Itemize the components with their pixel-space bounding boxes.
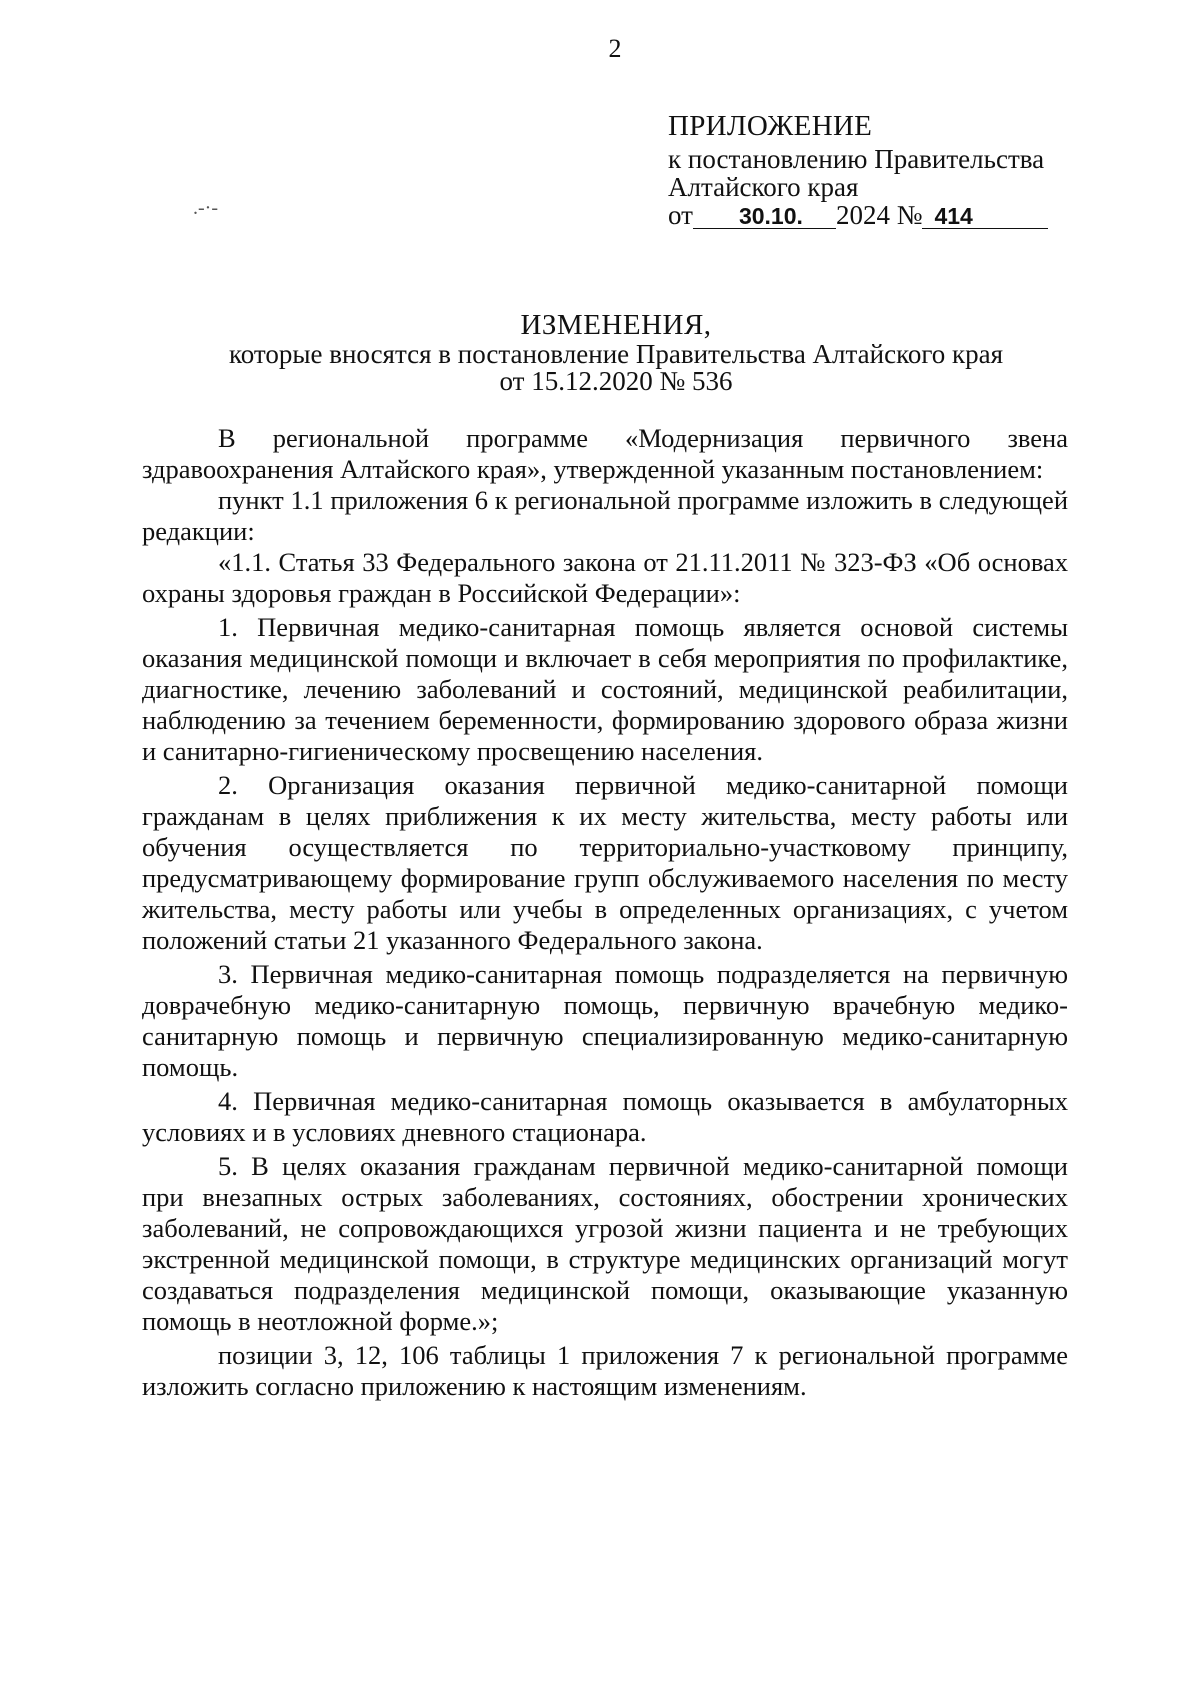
document-heading [0,309,1200,396]
paragraph-point-5: 5. В целях оказания гражданам первичной медико-санитарной помощи при внезапных острых заболеваниях, состояниях, обострении хронических заболеваний, не сопровождающихся угрозой жизни пациента и не требующих экстренной медицинской помощи, в структуре медицинских организаций могут создаваться подразделения медицинской помощи, оказывающие указанную помощь в неотложной форме.»; [142,1151,1068,1336]
page-number: 2 [608,34,622,63]
decree-year: 2024 № [835,200,923,230]
paragraph-item-1-1-instruction: пункт 1.1 приложения 6 к региональной программе изложить в следующей редакции: [142,485,1068,546]
paragraph-point-2: 2. Организация оказания первичной медико-санитарной помощи гражданам в целях приближения к их месту жительства, месту работы или обучения осуществляется по территориально-участковому принципу, предусматривающему формирование групп обслуживаемого населения по месту жительства, месту работы или учебы в определенных организациях, с учетом положений статьи 21 указанного Федерального закона. [142,770,1068,955]
from-prefix: от [668,200,693,230]
paragraph-point-3: 3. Первичная медико-санитарная помощь подразделяется на первичную доврачебную медико-санитарную помощь, первичную врачебную медико-санитарную помощь и первичную специализированную медико-санитарную помощь. [142,959,1068,1082]
appendix-title: ПРИЛОЖЕНИЕ [668,110,873,142]
appendix-line-2: Алтайского края [668,172,859,202]
document-body [142,423,1068,1402]
decree-number: 414 [922,204,1048,229]
heading-line-1: которые вносятся в постановление Правительства Алтайского края [228,339,1003,369]
paragraph-intro: В региональной программе «Модернизация первичного звена здравоохранения Алтайского края», утвержденной указанным постановлением: [142,423,1068,484]
paragraph-point-4: 4. Первичная медико-санитарная помощь оказывается в амбулаторных условиях и в условиях дневного стационара. [142,1086,1068,1147]
heading-line-2: от 15.12.2020 № 536 [499,366,733,396]
appendix-date-row [668,201,1048,229]
margin-mark: .-·- [193,197,218,219]
heading-title: ИЗМЕНЕНИЯ, [520,309,712,341]
appendix-line-1: к постановлению Правительства [668,144,1045,174]
paragraph-positions: позиции 3, 12, 106 таблицы 1 приложения 7 к региональной программе изложить согласно приложению к настоящим изменениям. [142,1340,1068,1401]
appendix-block [668,112,1048,229]
paragraph-point-1: 1. Первичная медико-санитарная помощь является основой системы оказания медицинской помощи и включает в себя мероприятия по профилактике, диагностике, лечению заболеваний и состояний, медицинской реабилитации, наблюдению за течением беременности, формированию здорового образа жизни и санитарно-гигиеническому просвещению населения. [142,612,1068,766]
paragraph-article-33: «1.1. Статья 33 Федерального закона от 21.11.2011 № 323-ФЗ «Об основах охраны здоровья граждан в Российской Федерации»: [142,547,1068,608]
decree-date: 30.10. [693,204,836,229]
